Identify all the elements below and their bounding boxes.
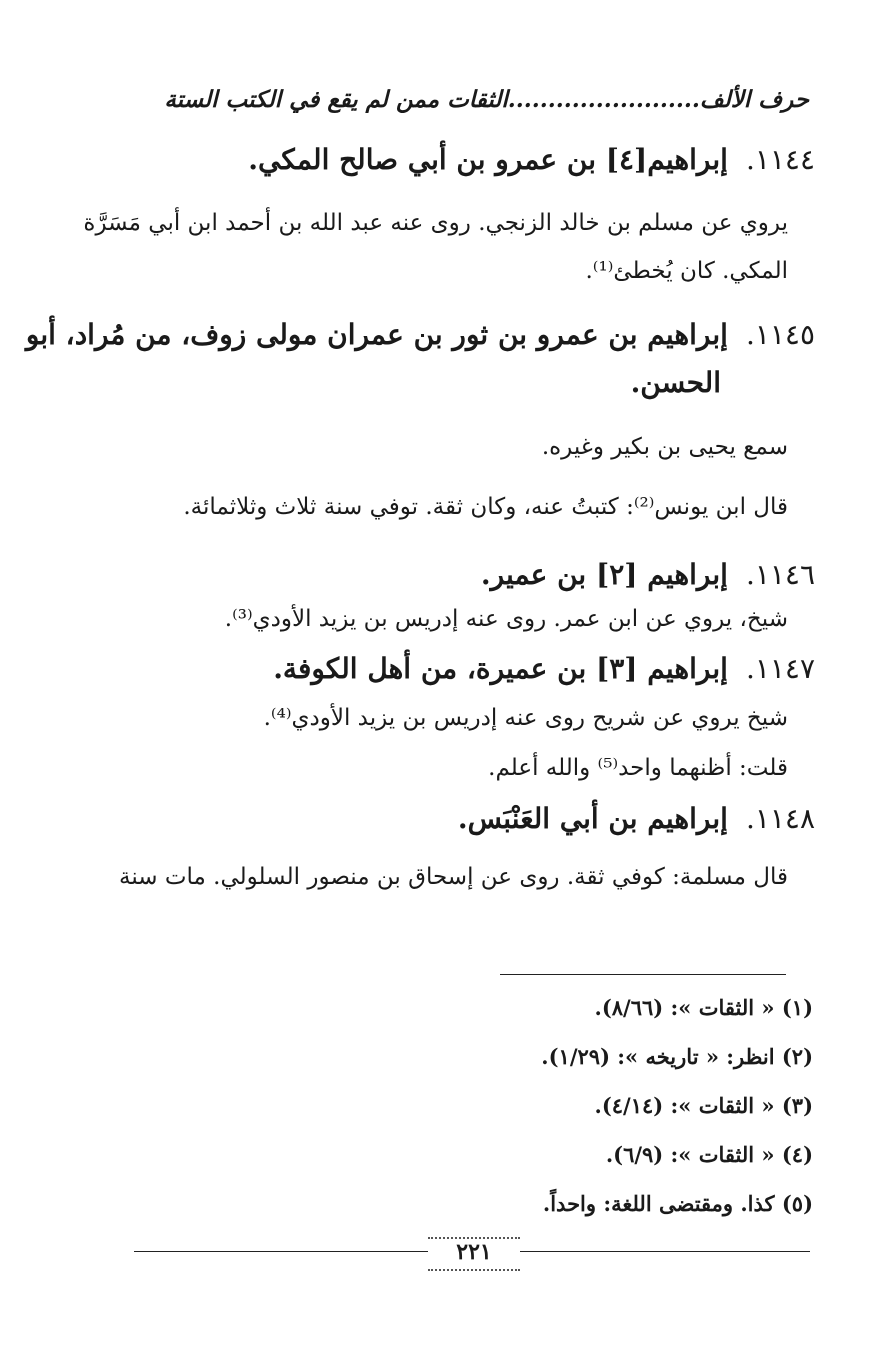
paragraph-line: يروي عن مسلم بن خالد الزنجي. روى عنه عبد الله بن أحمد ابن أبي مَسَرَّة	[83, 210, 788, 236]
entry-number: ١١٤٦.	[745, 558, 815, 591]
footnote-separator	[500, 974, 786, 975]
entry-number: ١١٤٧.	[745, 652, 815, 685]
paragraph-line: قال ابن يونس⁽²⁾: كتبتُ عنه، وكان ثقة. توفي سنة ثلاث وثلاثمائة.	[183, 494, 788, 520]
entry-heading	[248, 143, 815, 177]
footnote: (٢) انظر: « تاريخه »: (١/٢٩).	[541, 1044, 813, 1069]
entry-name: إبراهيم بن أبي العَنْبَس.	[457, 802, 728, 835]
paragraph-line: سمع يحيى بن بكير وغيره.	[541, 434, 788, 460]
footnote: (٣) « الثقات »: (٤/١٤).	[594, 1093, 813, 1118]
paragraph-line: المكي. كان يُخطئ⁽¹⁾.	[585, 258, 788, 284]
entry-name: إبراهيم [٣] بن عميرة، من أهل الكوفة.	[273, 652, 728, 685]
footnote: (٤) « الثقات »: (٦/٩).	[605, 1142, 813, 1167]
entry-number: ١١٤٤.	[745, 143, 815, 176]
entry-heading	[273, 652, 815, 686]
entry-heading	[481, 558, 815, 592]
paragraph-line: قال مسلمة: كوفي ثقة. روى عن إسحاق بن منصور السلولي. مات سنة	[119, 864, 788, 890]
entry-number: ١١٤٨.	[745, 802, 815, 835]
footnote: (١) « الثقات »: (٨/٦٦).	[594, 995, 813, 1020]
bottom-rule-right	[520, 1251, 810, 1252]
entry-heading	[458, 802, 815, 836]
header-letter: حرف الألف	[699, 86, 809, 113]
paragraph-line: شيخ يروي عن شريح روى عنه إدريس بن يزيد الأودي⁽⁴⁾.	[263, 705, 788, 731]
header-book: الثقات ممن لم يقع في الكتب الستة	[164, 86, 508, 113]
entry-name: إبراهيم[٤] بن عمرو بن أبي صالح المكي.	[248, 143, 728, 176]
entry-name: إبراهيم [٢] بن عمير.	[480, 558, 728, 591]
page-number: ٢٢١	[428, 1237, 520, 1271]
entry-number: ١١٤٥.	[745, 318, 815, 351]
footnote: (٥) كذا. ومقتضى اللغة: واحداً.	[542, 1191, 813, 1216]
bottom-rule-left	[134, 1251, 428, 1252]
entry-heading	[26, 318, 815, 352]
entry-heading-cont: الحسن.	[630, 366, 721, 399]
header-dots: ........................	[507, 86, 700, 113]
paragraph-line: قلت: أظنهما واحد⁽⁵⁾ والله أعلم.	[488, 755, 788, 781]
paragraph-line: شيخ، يروي عن ابن عمر. روى عنه إدريس بن يزيد الأودي⁽³⁾.	[224, 606, 788, 632]
entry-name: إبراهيم بن عمرو بن ثور بن عمران مولى زوف، من مُراد، أبو	[25, 318, 728, 351]
running-header	[164, 86, 809, 114]
